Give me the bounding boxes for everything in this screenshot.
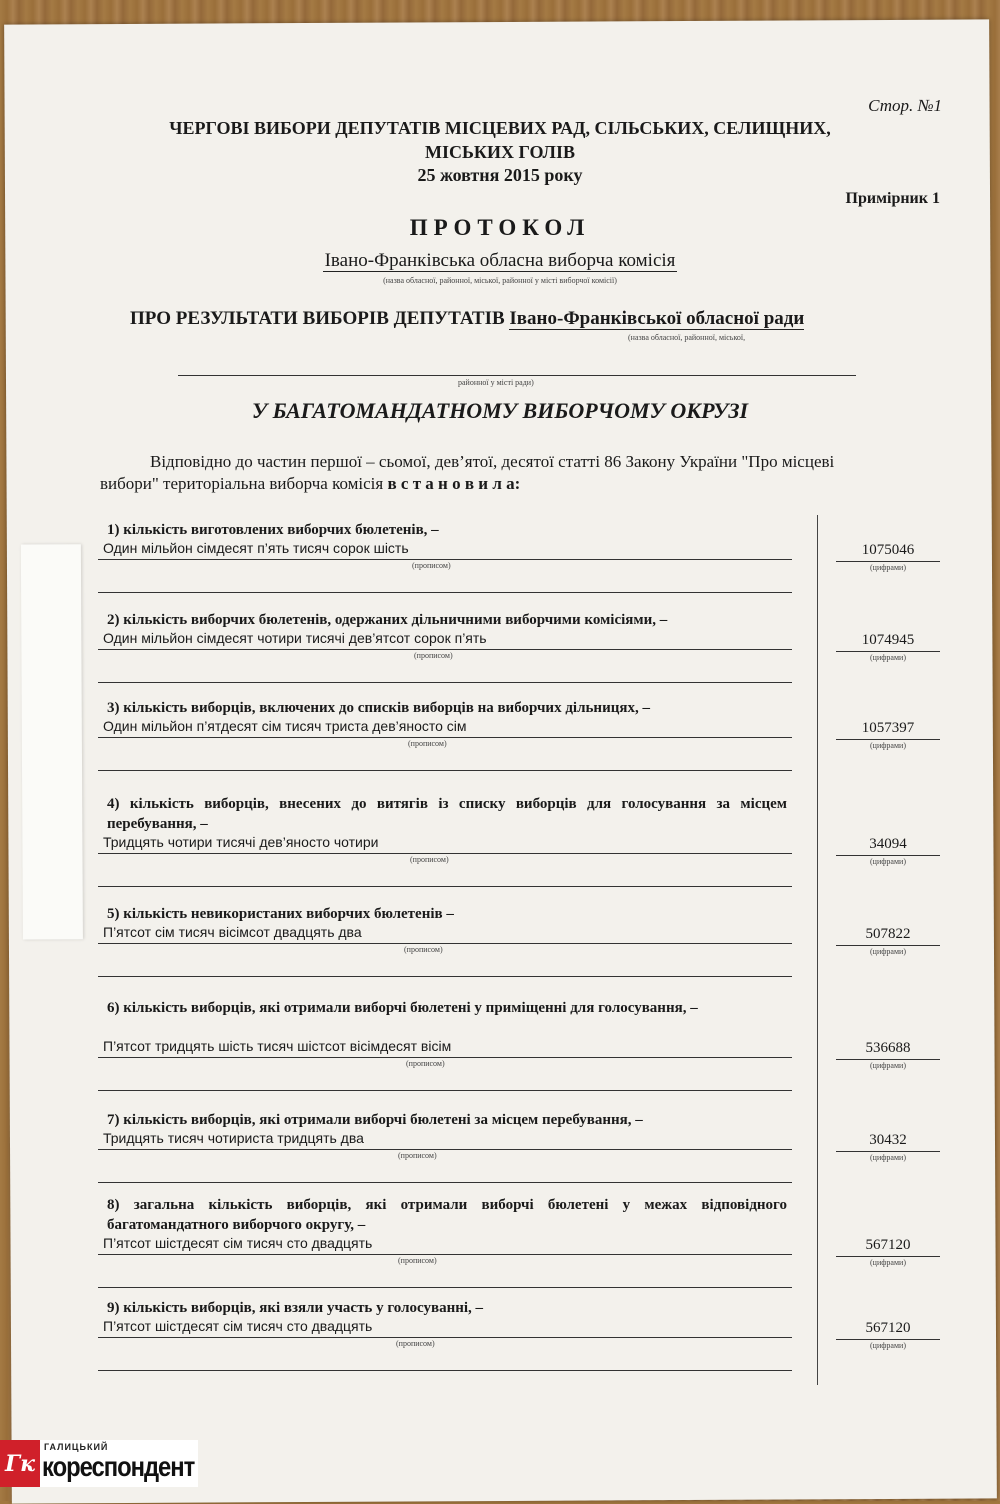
words-rule: [98, 1337, 792, 1338]
item-value-digits: 536688: [865, 1040, 911, 1056]
election-date: 25 жовтня 2015 року: [417, 165, 583, 185]
item-value-words: Один мільйон сімдесят п’ять тисяч сорок шість: [103, 540, 409, 556]
column-divider: [817, 515, 818, 1385]
item-value-words: П’ятсот шістдесят сім тисяч сто двадцять: [103, 1318, 373, 1334]
words-rule: [98, 1254, 792, 1255]
item-value-words: Один мільйон п’ятдесят сім тисяч триста дев’яносто сім: [103, 718, 467, 734]
item-label: 3) кількість виборців, включених до списків виборців на виборчих дільницях, –: [107, 700, 650, 716]
results-heading: [130, 308, 804, 330]
spare-rule: [98, 886, 792, 887]
commission-hint: (назва обласної, районної, міської, районної у місті виборчої комісії): [383, 276, 617, 285]
digits-caption: (цифрами): [870, 741, 906, 750]
item-value-words: Тридцять тисяч чотириста тридцять два: [103, 1130, 364, 1146]
words-rule: [98, 943, 792, 944]
copy-number: Примірник 1: [845, 190, 940, 207]
digits-caption: (цифрами): [870, 1061, 906, 1070]
digits-rule: [836, 651, 940, 652]
digits-rule: [836, 561, 940, 562]
words-caption: (прописом): [398, 1151, 437, 1160]
item-value-digits: 567120: [865, 1320, 911, 1336]
words-caption: (прописом): [398, 1256, 437, 1265]
digits-rule: [836, 1059, 940, 1060]
item-value-digits: 1075046: [861, 542, 915, 558]
words-rule: [98, 649, 792, 650]
item-label: 1) кількість виготовлених виборчих бюлетенів, –: [107, 522, 439, 538]
document-sheet: [4, 19, 997, 1503]
digits-rule: [836, 1339, 940, 1340]
item-value-digits: 567120: [865, 1237, 911, 1253]
item-label: 8) загальна кількість виборців, які отримали виборчі бюлетені у межах відповідного багатомандатного виборчого округу, –: [107, 1197, 787, 1233]
digits-caption: (цифрами): [870, 653, 906, 662]
digits-rule: [836, 945, 940, 946]
publisher-logo: [0, 1440, 198, 1487]
legal-basis-line2: [100, 474, 520, 494]
spare-rule: [98, 1090, 792, 1091]
election-title-line1: ЧЕРГОВІ ВИБОРИ ДЕПУТАТІВ МІСЦЕВИХ РАД, СІЛЬСЬКИХ, СЕЛИЩНИХ,: [169, 118, 831, 138]
election-title-line2: МІСЬКИХ ГОЛІВ: [425, 142, 575, 162]
district-heading: У БАГАТОМАНДАТНОМУ ВИБОРЧОМУ ОКРУЗІ: [251, 398, 749, 423]
spare-rule: [98, 682, 792, 683]
words-caption: (прописом): [396, 1339, 435, 1348]
logo-mark-icon: Гк: [0, 1440, 40, 1487]
item-value-digits: 34094: [869, 836, 907, 852]
words-rule: [98, 1057, 792, 1058]
words-caption: (прописом): [404, 945, 443, 954]
item-label: 4) кількість виборців, внесених до витягів із списку виборців для голосування за місцем перебування, –: [107, 796, 787, 832]
spare-rule: [98, 1182, 792, 1183]
digits-rule: [836, 739, 940, 740]
protocol-title: ПРОТОКОЛ: [409, 215, 591, 240]
item-label: 7) кількість виборців, які отримали виборчі бюлетені за місцем перебування, –: [107, 1112, 643, 1128]
digits-rule: [836, 1151, 940, 1152]
commission-name-text: Івано-Франківська обласна виборча комісія: [324, 250, 676, 271]
item-value-words: П’ятсот тридцять шість тисяч шістсот вісімдесят вісім: [103, 1038, 452, 1054]
digits-caption: (цифрами): [870, 563, 906, 572]
item-value-words: П’ятсот шістдесят сім тисяч сто двадцять: [103, 1235, 373, 1251]
words-caption: (прописом): [406, 1059, 445, 1068]
spare-rule: [98, 592, 792, 593]
item-value-digits: 1074945: [861, 632, 915, 648]
paper-strip-overlay: [21, 544, 83, 939]
item-label: 9) кількість виборців, які взяли участь у голосуванні, –: [107, 1300, 484, 1316]
spare-rule: [98, 1370, 792, 1371]
logo-main-text: кореспондент: [42, 1451, 195, 1482]
words-rule: [98, 737, 792, 738]
words-caption: (прописом): [412, 561, 451, 570]
logo-top-text: ГАЛИЦЬКИЙ: [44, 1442, 109, 1452]
words-rule: [98, 1149, 792, 1150]
digits-caption: (цифрами): [870, 1341, 906, 1350]
item-label: 5) кількість невикористаних виборчих бюлетенів –: [107, 906, 454, 922]
council-continuation-line: [178, 375, 856, 376]
spare-rule: [98, 770, 792, 771]
commission-name: [0, 250, 1000, 272]
digits-caption: (цифрами): [870, 947, 906, 956]
item-label: 6) кількість виборців, які отримали виборчі бюлетені у приміщенні для голосування, –: [107, 1000, 698, 1016]
words-rule: [98, 559, 792, 560]
established-word: в с т а н о в и л а:: [387, 474, 521, 493]
council-name: Івано-Франківської обласної ради: [509, 308, 805, 329]
legal-basis-text: вибори" територіальна виборча комісія: [100, 474, 388, 493]
words-rule: [98, 853, 792, 854]
item-label: 2) кількість виборчих бюлетенів, одержаних дільничними виборчими комісіями, –: [107, 612, 668, 628]
digits-rule: [836, 1256, 940, 1257]
item-value-words: Один мільйон сімдесят чотири тисячі дев’ятсот сорок п’ять: [103, 630, 487, 646]
digits-rule: [836, 855, 940, 856]
digits-caption: (цифрами): [870, 1153, 906, 1162]
spare-rule: [98, 1287, 792, 1288]
words-caption: (прописом): [408, 739, 447, 748]
item-value-words: П’ятсот сім тисяч вісімсот двадцять два: [103, 924, 362, 940]
legal-basis-line1: Відповідно до частин першої – сьомої, дев’ятої, десятої статті 86 Закону України "Про місцеві: [150, 452, 835, 471]
item-value-digits: 507822: [865, 926, 911, 942]
council-hint-2: районної у місті ради): [458, 378, 534, 387]
words-caption: (прописом): [410, 855, 449, 864]
words-caption: (прописом): [414, 651, 453, 660]
item-value-digits: 30432: [869, 1132, 907, 1148]
council-hint: (назва обласної, районної, міської,: [628, 333, 746, 342]
item-value-digits: 1057397: [861, 720, 915, 736]
item-value-words: Тридцять чотири тисячі дев’яносто чотири: [103, 834, 379, 850]
digits-caption: (цифрами): [870, 857, 906, 866]
digits-caption: (цифрами): [870, 1258, 906, 1267]
page-number: Стор. №1: [868, 96, 942, 115]
spare-rule: [98, 976, 792, 977]
results-prefix: ПРО РЕЗУЛЬТАТИ ВИБОРІВ ДЕПУТАТІВ: [130, 308, 505, 329]
